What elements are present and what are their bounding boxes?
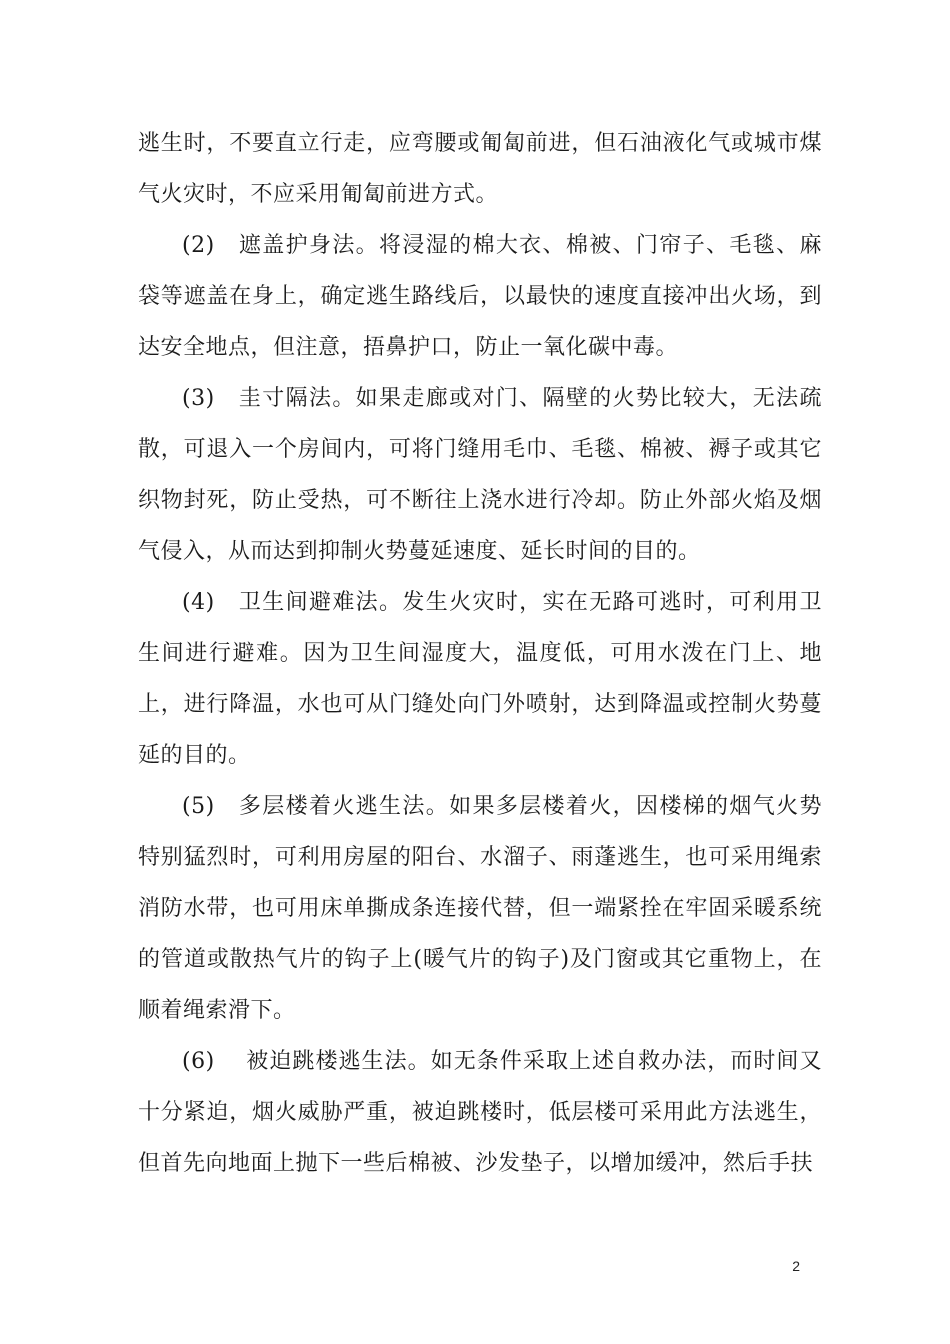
paragraph-continuation: 逃生时，不要直立行走，应弯腰或匍匐前进，但石油液化气或城市煤气火灾时，不应采用匍匐前进方式。 — [138, 131, 822, 207]
paragraph-bathroom-refuge-method: (4) 卫生间避难法。发生火灾时，实在无路可逃时，可利用卫生间进行避难。因为卫生间湿度大，温度低，可用水泼在门上、地上，进行降温，水也可从门缝处向门外喷射，达到降温或控制火势蔓延的目的。 — [138, 590, 822, 768]
paragraph-cover-body-method: (2) 遮盖护身法。将浸湿的棉大衣、棉被、门帘子、毛毯、麻袋等遮盖在身上，确定逃生路线后，以最快的速度直接冲出火场，到达安全地点，但注意，捂鼻护口，防止一氧化碳中毒。 — [138, 233, 822, 360]
body-text — [138, 118, 822, 1189]
paragraph-seal-isolation-method: (3) 圭寸隔法。如果走廊或对门、隔壁的火势比较大，无法疏散，可退入一个房间内，可将门缝用毛巾、毛毯、棉被、褥子或其它织物封死，防止受热，可不断往上浇水进行冷却。防止外部火焰及烟气侵入，从而达到抑制火势蔓延速度、延长时间的目的。 — [138, 386, 822, 564]
paragraph-forced-jump-method: (6) 被迫跳楼逃生法。如无条件采取上述自救办法，而时间又十分紧迫，烟火威胁严重，被迫跳楼时，低层楼可采用此方法逃生，但首先向地面上抛下一些后棉被、沙发垫子，以增加缓冲，然后手扶 — [138, 1049, 822, 1176]
paragraph-multistory-escape-method: (5) 多层楼着火逃生法。如果多层楼着火，因楼梯的烟气火势特别猛烈时，可利用房屋的阳台、水溜子、雨蓬逃生，也可采用绳索消防水带，也可用床单撕成条连接代替，但一端紧拴在牢固采暖系统的管道或散热气片的钩子上(暖气片的钩子)及门窗或其它重物上，在顺着绳索滑下。 — [138, 794, 822, 1023]
page-number: 2 — [792, 1258, 800, 1274]
